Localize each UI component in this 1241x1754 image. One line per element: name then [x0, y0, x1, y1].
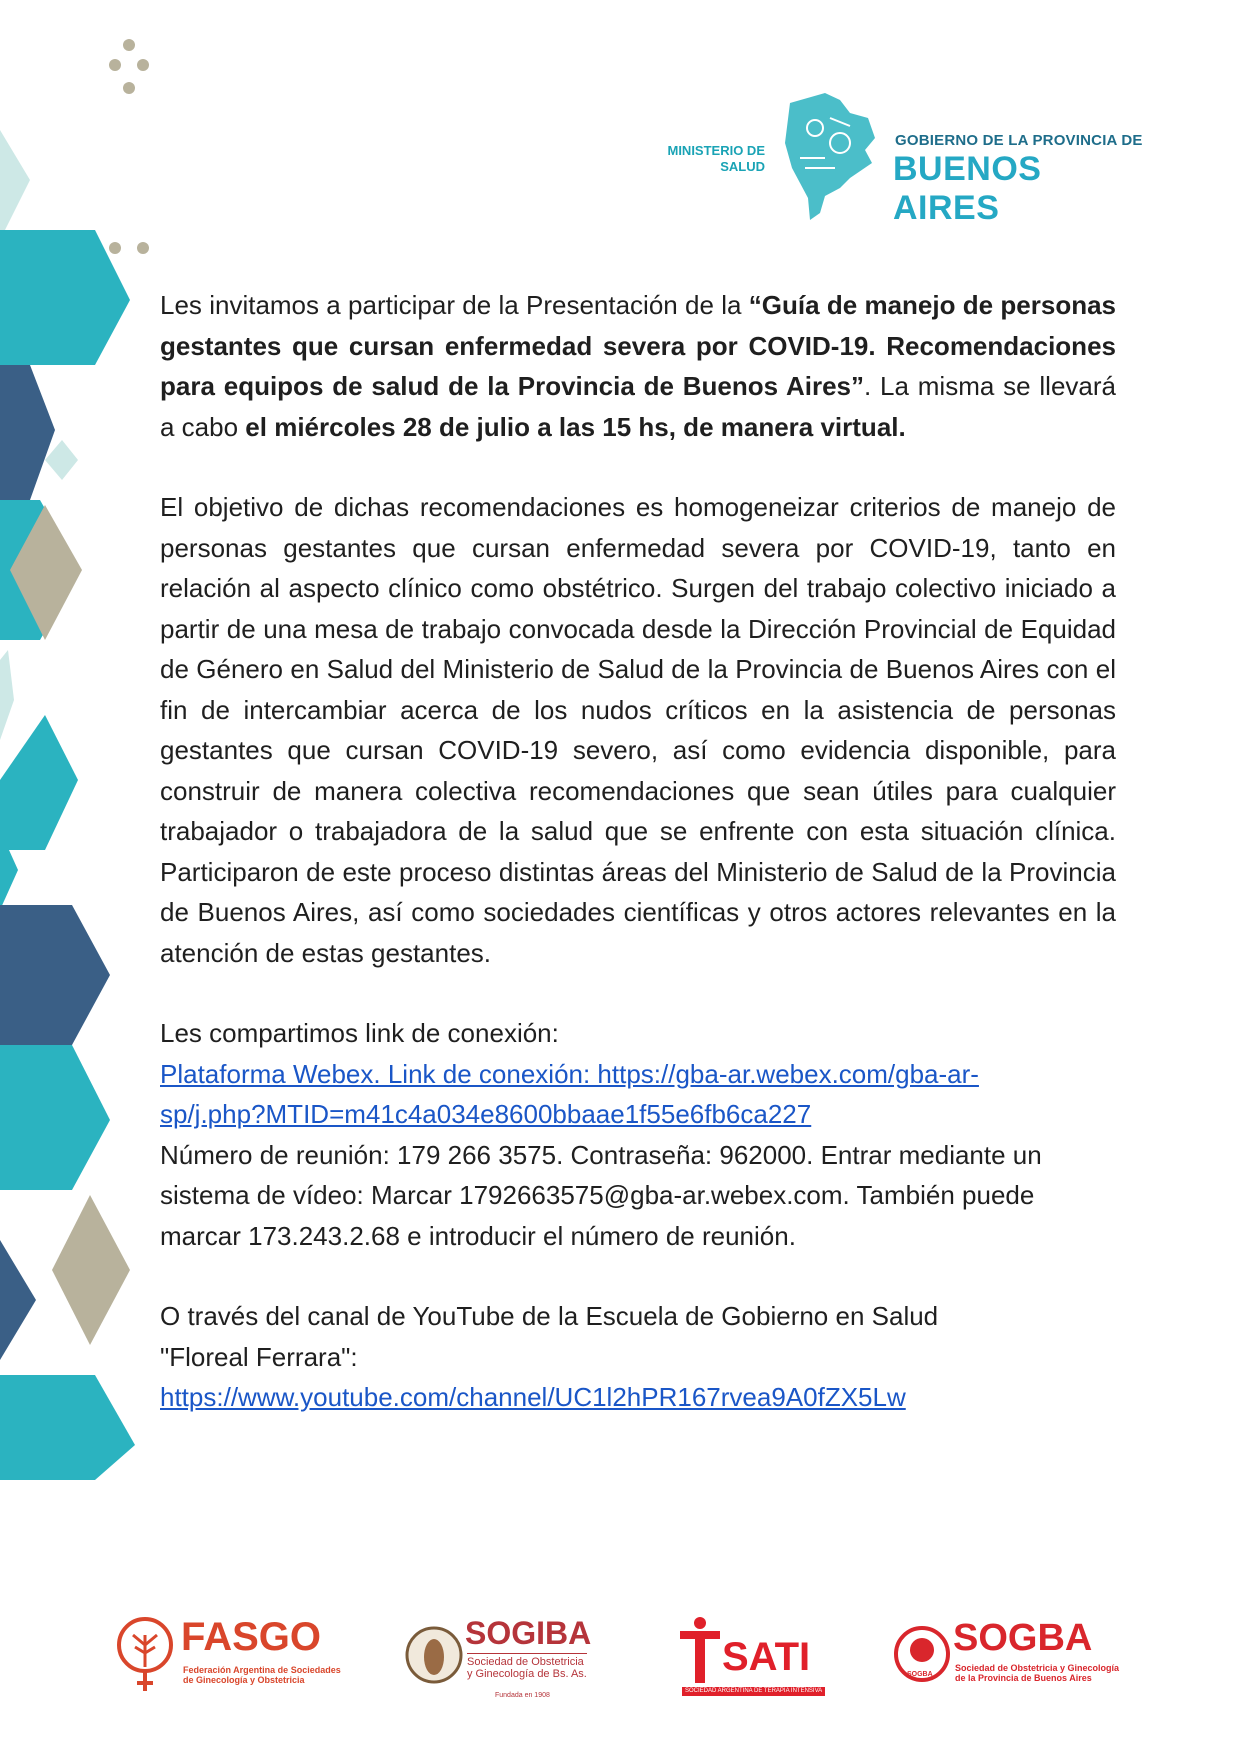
invitation-body [160, 285, 1116, 1418]
hexagon-decoration [0, 1045, 110, 1190]
hexagon-decoration [0, 650, 14, 740]
fasgo-tree-icon [115, 1615, 177, 1695]
sati-person-icon [680, 1615, 720, 1685]
ministry-label: MINISTERIO DE SALUD [667, 143, 765, 174]
decorative-dots [0, 0, 160, 270]
youtube-link[interactable]: https://www.youtube.com/channel/UC1l2hPR167rvea9A0fZX5Lw [160, 1382, 906, 1412]
webex-link[interactable]: Plataforma Webex. Link de conexión: https://gba-ar.webex.com/gba-ar- sp/j.php?MTID=m41c4a034e8600bbaae1f55e6fb6ca227 [160, 1058, 979, 1129]
guide-title: “Guía de manejo de personas gestantes que cursan enfermedad severa por COVID-19. Recomendaciones para equipos de salud de la Provincia de Buenos Aires” [160, 290, 1117, 401]
sogiba-seal-icon [405, 1615, 463, 1695]
hexagon-decoration [0, 715, 78, 850]
youtube-intro: O través del canal de YouTube de la Escuela de Gobierno en Salud "Floreal Ferrara": [160, 1301, 939, 1372]
province-map-icon [780, 88, 880, 223]
hexagon-decoration [45, 440, 78, 480]
hexagon-decoration [0, 905, 110, 1045]
ministry-logo [650, 88, 1150, 228]
province-name: BUENOS AIRES [893, 150, 1042, 227]
invitation-paragraph: Les invitamos a participar de la Presentación de la “Guía de manejo de personas gestantes que cursan enfermedad severa por COVID-19. Recomendaciones para equipos de salud de la Provincia de Buenos Aires”. La misma se llevará a cabo el miércoles 28 de julio a las 15 hs, de manera virtual. [160, 290, 1117, 442]
decorative-hexagon-tail [0, 1440, 140, 1480]
connection-intro: Les compartimos link de conexión: [160, 1018, 559, 1048]
hexagon-decoration [0, 1240, 36, 1360]
government-label: GOBIERNO DE LA PROVINCIA DE [895, 132, 1143, 149]
hexagon-decoration [52, 1195, 130, 1345]
event-date: el miércoles 28 de julio a las 15 hs, de manera virtual. [245, 411, 906, 442]
sponsor-logos: FASGO Federación Argentina de Sociedades de Ginecología y Obstetricia SOGIBA Sociedad de Obstetricia y Ginecología de Bs. As. Fundada en 1908 SATI SOCIEDAD ARGENTINA DE TERAPIA INTENSIVA SOGBA SOGBA Sociedad de Obstetricia y Ginecología de la Provincia de Buenos Aires [0, 1615, 1241, 1725]
meeting-info: Número de reunión: 179 266 3575. Contraseña: 962000. Entrar mediante un sistema de vídeo: Marcar 1792663575@gba-ar.webex.com. También puede marcar 173.243.2.68 e introducir el número de reunión. [160, 1139, 1042, 1251]
objective-paragraph: El objetivo de dichas recomendaciones es homogeneizar criterios de manejo de personas gestantes que cursan enfermedad severa por COVID-19, tanto en relación al aspecto clínico como obstétrico. Surgen del trabajo colectivo iniciado a partir de una mesa de trabajo convocada desde la Dirección Provincial de Equidad de Género en Salud del Ministerio de Salud de la Provincia de Buenos Aires con el fin de intercambiar acerca de los nudos críticos en la asistencia de personas gestantes que cursan COVID-19 severo, así como evidencia disponible, para construir de manera colectiva recomendaciones que sean útiles para cualquier trabajador o trabajadora de la salud que se enfrente con esta situación clínica. Participaron de este proceso distintas áreas del Ministerio de Salud de la Provincia de Buenos Aires, así como sociedades científicas y otros actores relevantes en la atención de estas gestantes. [160, 492, 1116, 968]
hexagon-decoration [0, 365, 55, 500]
